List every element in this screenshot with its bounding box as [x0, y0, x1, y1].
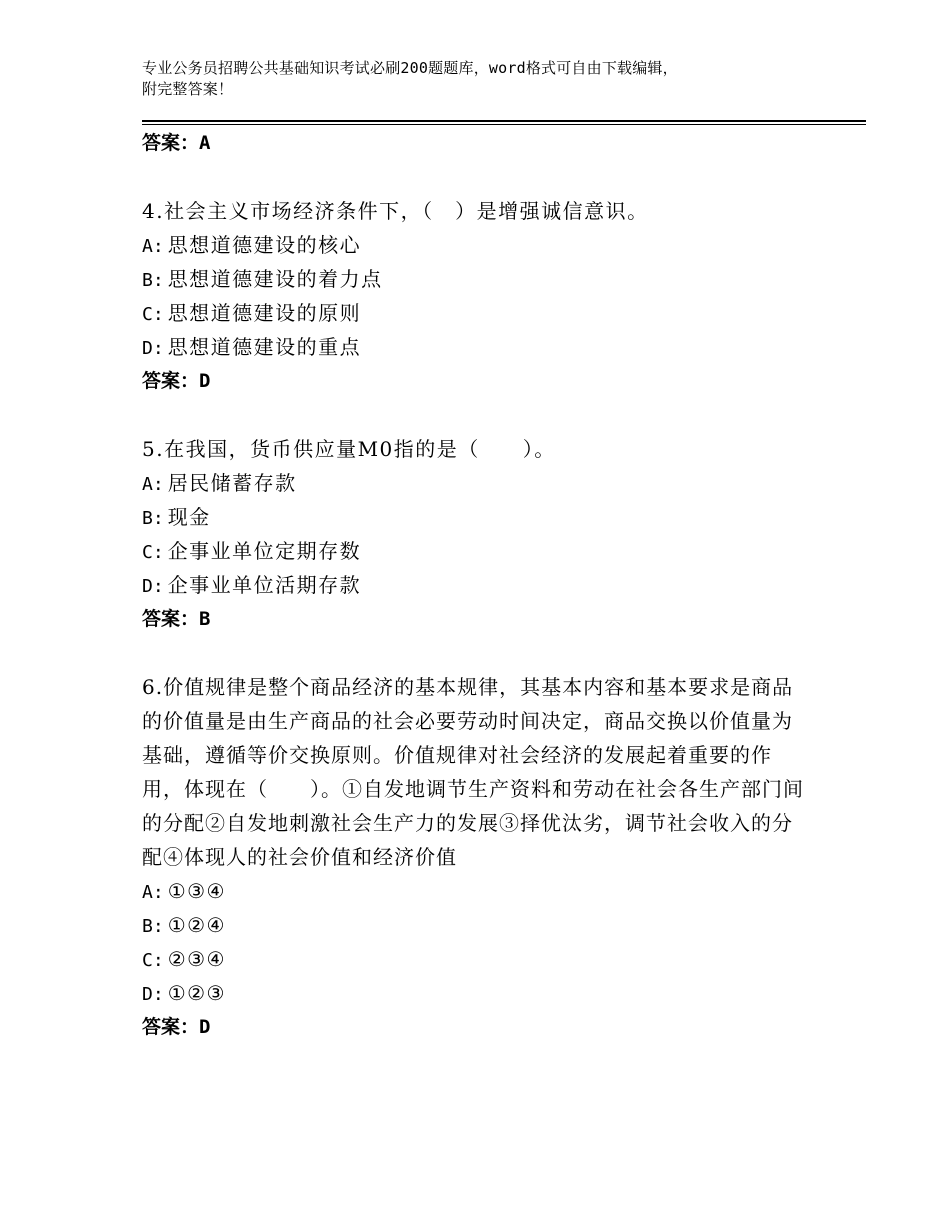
- option-key: A:: [142, 474, 164, 495]
- option-key: D:: [142, 338, 164, 359]
- answer-prefix: 答案：: [142, 132, 200, 154]
- option-text: ①②④: [167, 913, 226, 937]
- option-key: B:: [142, 270, 164, 291]
- question-5: [142, 432, 812, 636]
- option-key: B:: [142, 508, 164, 529]
- question-4: [142, 194, 812, 398]
- previous-answer: [142, 126, 812, 160]
- answer-prefix: 答案：: [142, 608, 200, 630]
- option-text: 居民储蓄存款: [167, 471, 297, 495]
- answer-value: D: [199, 1016, 211, 1038]
- header-line-2: 附完整答案！: [142, 80, 234, 98]
- option-c: [142, 942, 812, 976]
- question-list: [142, 125, 812, 1044]
- header-divider-thick: [142, 120, 866, 122]
- option-d: [142, 976, 812, 1010]
- option-b: [142, 908, 812, 942]
- answer-prefix: 答案：: [142, 1016, 200, 1038]
- answer-value: B: [199, 608, 211, 630]
- option-a: [142, 874, 812, 908]
- option-a: [142, 466, 812, 500]
- option-text: ②③④: [167, 947, 226, 971]
- option-key: D:: [142, 576, 164, 597]
- option-key: D:: [142, 984, 164, 1005]
- option-text: 思想道德建设的重点: [167, 335, 362, 359]
- option-a: [142, 228, 812, 262]
- option-c: [142, 296, 812, 330]
- question-stem: 6.价值规律是整个商品经济的基本规律，其基本内容和基本要求是商品的价值量是由生产商品的社会必要劳动时间决定，商品交换以价值量为基础，遵循等价交换原则。价值规律对社会经济的发展起着重要的作用，体现在（ ）。①自发地调节生产资料和劳动在社会各生产部门间的分配②自发地刺激社会生产力的发展③择优汰劣，调节社会收入的分配④体现人的社会价值和经济价值: [142, 675, 804, 869]
- question-6: [142, 670, 812, 1044]
- option-text: 企事业单位活期存款: [167, 573, 362, 597]
- question-stem: 5.在我国，货币供应量M0指的是（ ）。: [142, 437, 556, 461]
- answer-line: [142, 1010, 812, 1044]
- option-text: 现金: [167, 505, 211, 529]
- answer-value: A: [199, 132, 211, 154]
- option-b: [142, 262, 812, 296]
- header-line-1: 专业公务员招聘公共基础知识考试必刷200题题库，word格式可自由下载编辑，: [142, 59, 678, 77]
- option-text: 思想道德建设的核心: [167, 233, 362, 257]
- option-d: [142, 330, 812, 364]
- option-text: 思想道德建设的原则: [167, 301, 362, 325]
- option-text: 企事业单位定期存数: [167, 539, 362, 563]
- option-key: C:: [142, 542, 164, 563]
- answer-line: [142, 602, 812, 636]
- page-header: [142, 58, 822, 100]
- option-key: A:: [142, 882, 164, 903]
- answer-prefix: 答案：: [142, 370, 200, 392]
- option-d: [142, 568, 812, 602]
- option-key: A:: [142, 236, 164, 257]
- option-text: ①③④: [167, 879, 226, 903]
- option-key: C:: [142, 950, 164, 971]
- question-stem: 4.社会主义市场经济条件下，（ ）是增强诚信意识。: [142, 199, 649, 223]
- option-key: B:: [142, 916, 164, 937]
- option-text: 思想道德建设的着力点: [167, 267, 383, 291]
- option-c: [142, 534, 812, 568]
- option-text: ①②③: [167, 981, 226, 1005]
- answer-line: [142, 364, 812, 398]
- option-b: [142, 500, 812, 534]
- option-key: C:: [142, 304, 164, 325]
- answer-value: D: [199, 370, 211, 392]
